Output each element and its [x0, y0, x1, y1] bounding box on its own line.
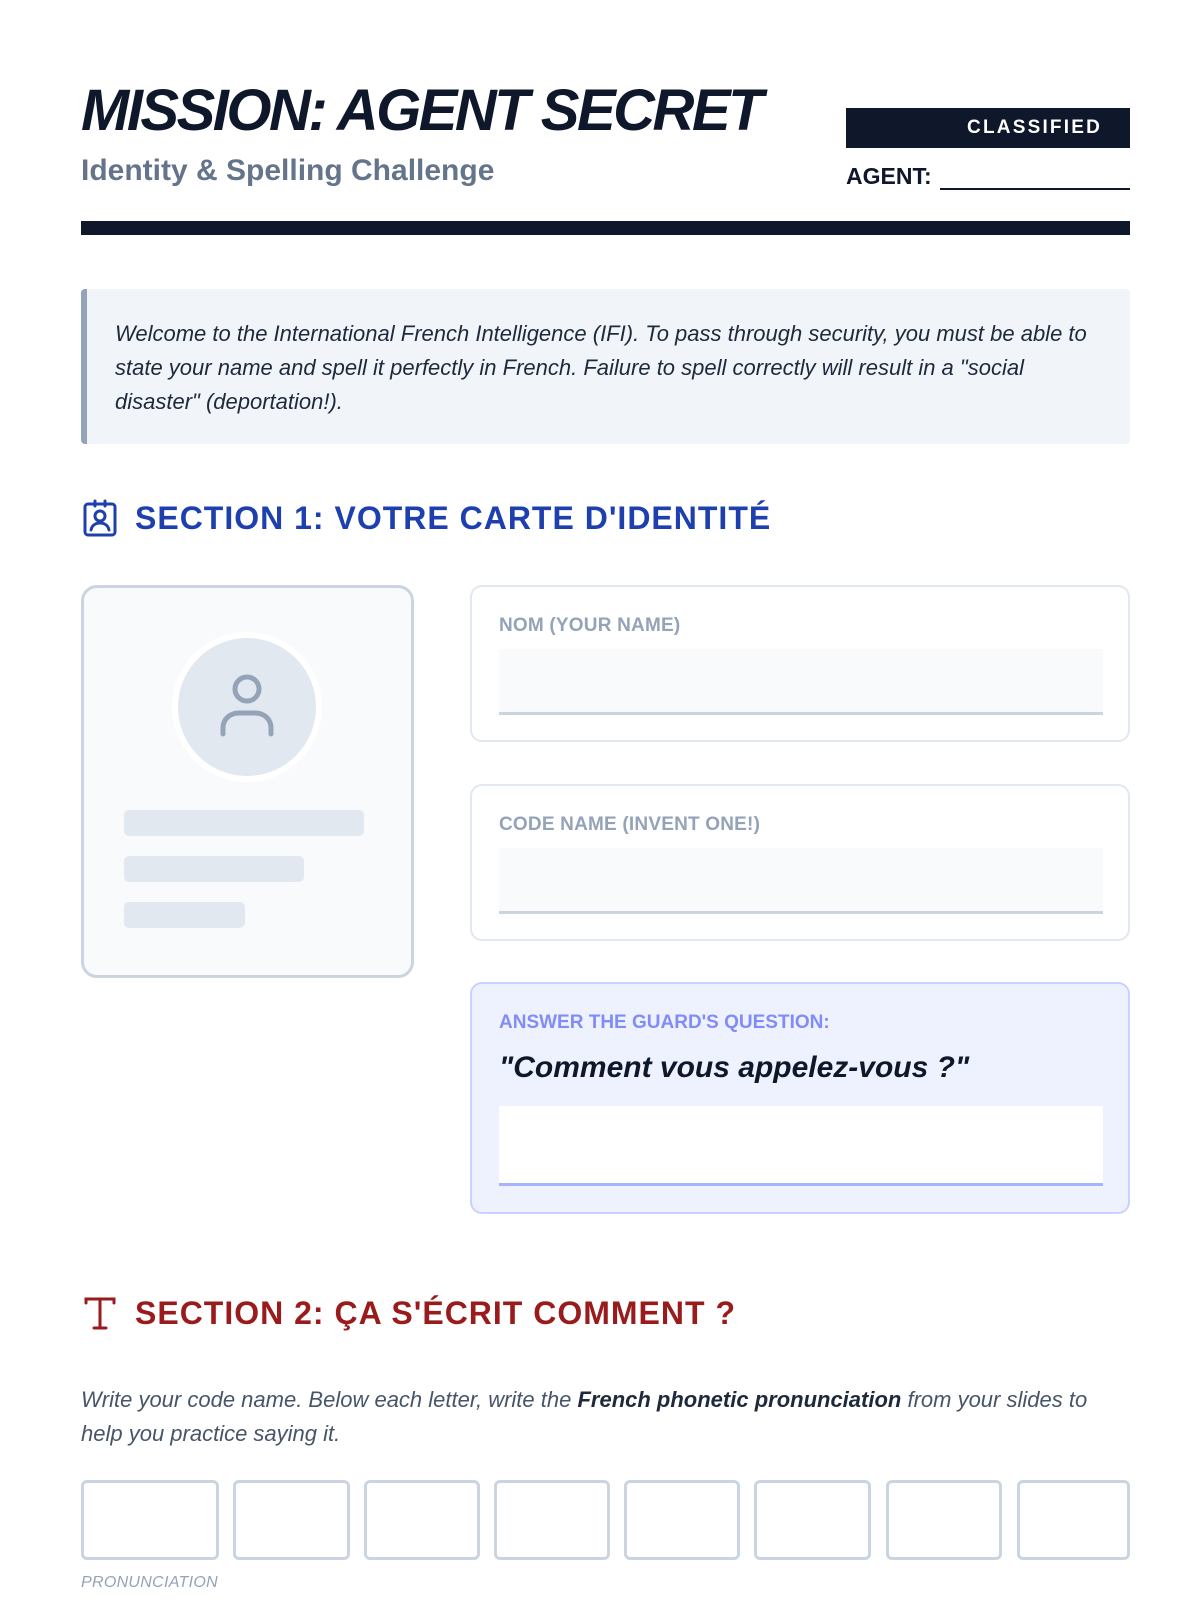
letter-box[interactable] [364, 1480, 480, 1560]
code-name-field-label: CODE NAME (INVENT ONE!) [499, 814, 761, 835]
page-subtitle: Identity & Spelling Challenge [81, 154, 495, 187]
name-field-label: NOM (YOUR NAME) [499, 615, 681, 636]
instructions-part-1: Write your code name. Below each letter, write the [81, 1387, 578, 1412]
classified-badge-label: CLASSIFIED [967, 117, 1102, 138]
letter-box[interactable] [494, 1480, 610, 1560]
intro-text: Welcome to the International French Intelligence (IFI). To pass through security, you must be able to state your name and spell it perfectly in French. Failure to spell correctly will result in a "social disaster" (deportation!). [115, 321, 1087, 414]
guard-answer-input[interactable] [499, 1106, 1103, 1186]
user-icon [217, 670, 277, 745]
section-2-instructions [81, 1383, 1130, 1451]
code-name-field-card [470, 784, 1130, 941]
id-card-placeholder [81, 585, 414, 978]
section-1-title: SECTION 1: VOTRE CARTE D'IDENTITÉ [135, 499, 772, 536]
text-t-icon [81, 1293, 119, 1333]
letter-box[interactable] [233, 1480, 350, 1560]
letter-boxes-row [81, 1480, 1130, 1560]
section-2-heading [81, 1293, 736, 1333]
instructions-part-2: from your slides to help you practice saying it. [81, 1387, 1088, 1446]
guard-question-text: "Comment vous appelez-vous ?" [499, 1051, 970, 1084]
letter-box[interactable] [754, 1480, 871, 1560]
section-1-heading [81, 498, 771, 538]
intro-callout [81, 289, 1130, 444]
classified-badge [846, 108, 1130, 148]
pronunciation-label: PRONUNCIATION [81, 1574, 218, 1591]
letter-box[interactable] [81, 1480, 219, 1560]
letter-box[interactable] [624, 1480, 740, 1560]
agent-name-blank[interactable] [940, 162, 1130, 190]
section-2-title: SECTION 2: ÇA S'ÉCRIT COMMENT ? [135, 1294, 736, 1331]
header-divider [81, 221, 1130, 235]
letter-box[interactable] [886, 1480, 1002, 1560]
id-card-line-3 [124, 902, 245, 928]
id-card-line-1 [124, 810, 364, 836]
guard-question-label: ANSWER THE GUARD'S QUESTION: [499, 1012, 830, 1033]
id-card-line-2 [124, 856, 304, 882]
instructions-bold: French phonetic pronunciation [577, 1387, 902, 1412]
avatar [172, 632, 322, 782]
letter-box[interactable] [1017, 1480, 1130, 1560]
agent-name-line [846, 162, 1130, 190]
name-field-card [470, 585, 1130, 742]
id-badge-icon [81, 498, 119, 538]
code-name-input[interactable] [499, 848, 1103, 914]
name-input[interactable] [499, 649, 1103, 715]
agent-label: AGENT: [846, 163, 932, 189]
page-title: MISSION: AGENT SECRET [81, 78, 762, 143]
guard-question-card [470, 982, 1130, 1214]
